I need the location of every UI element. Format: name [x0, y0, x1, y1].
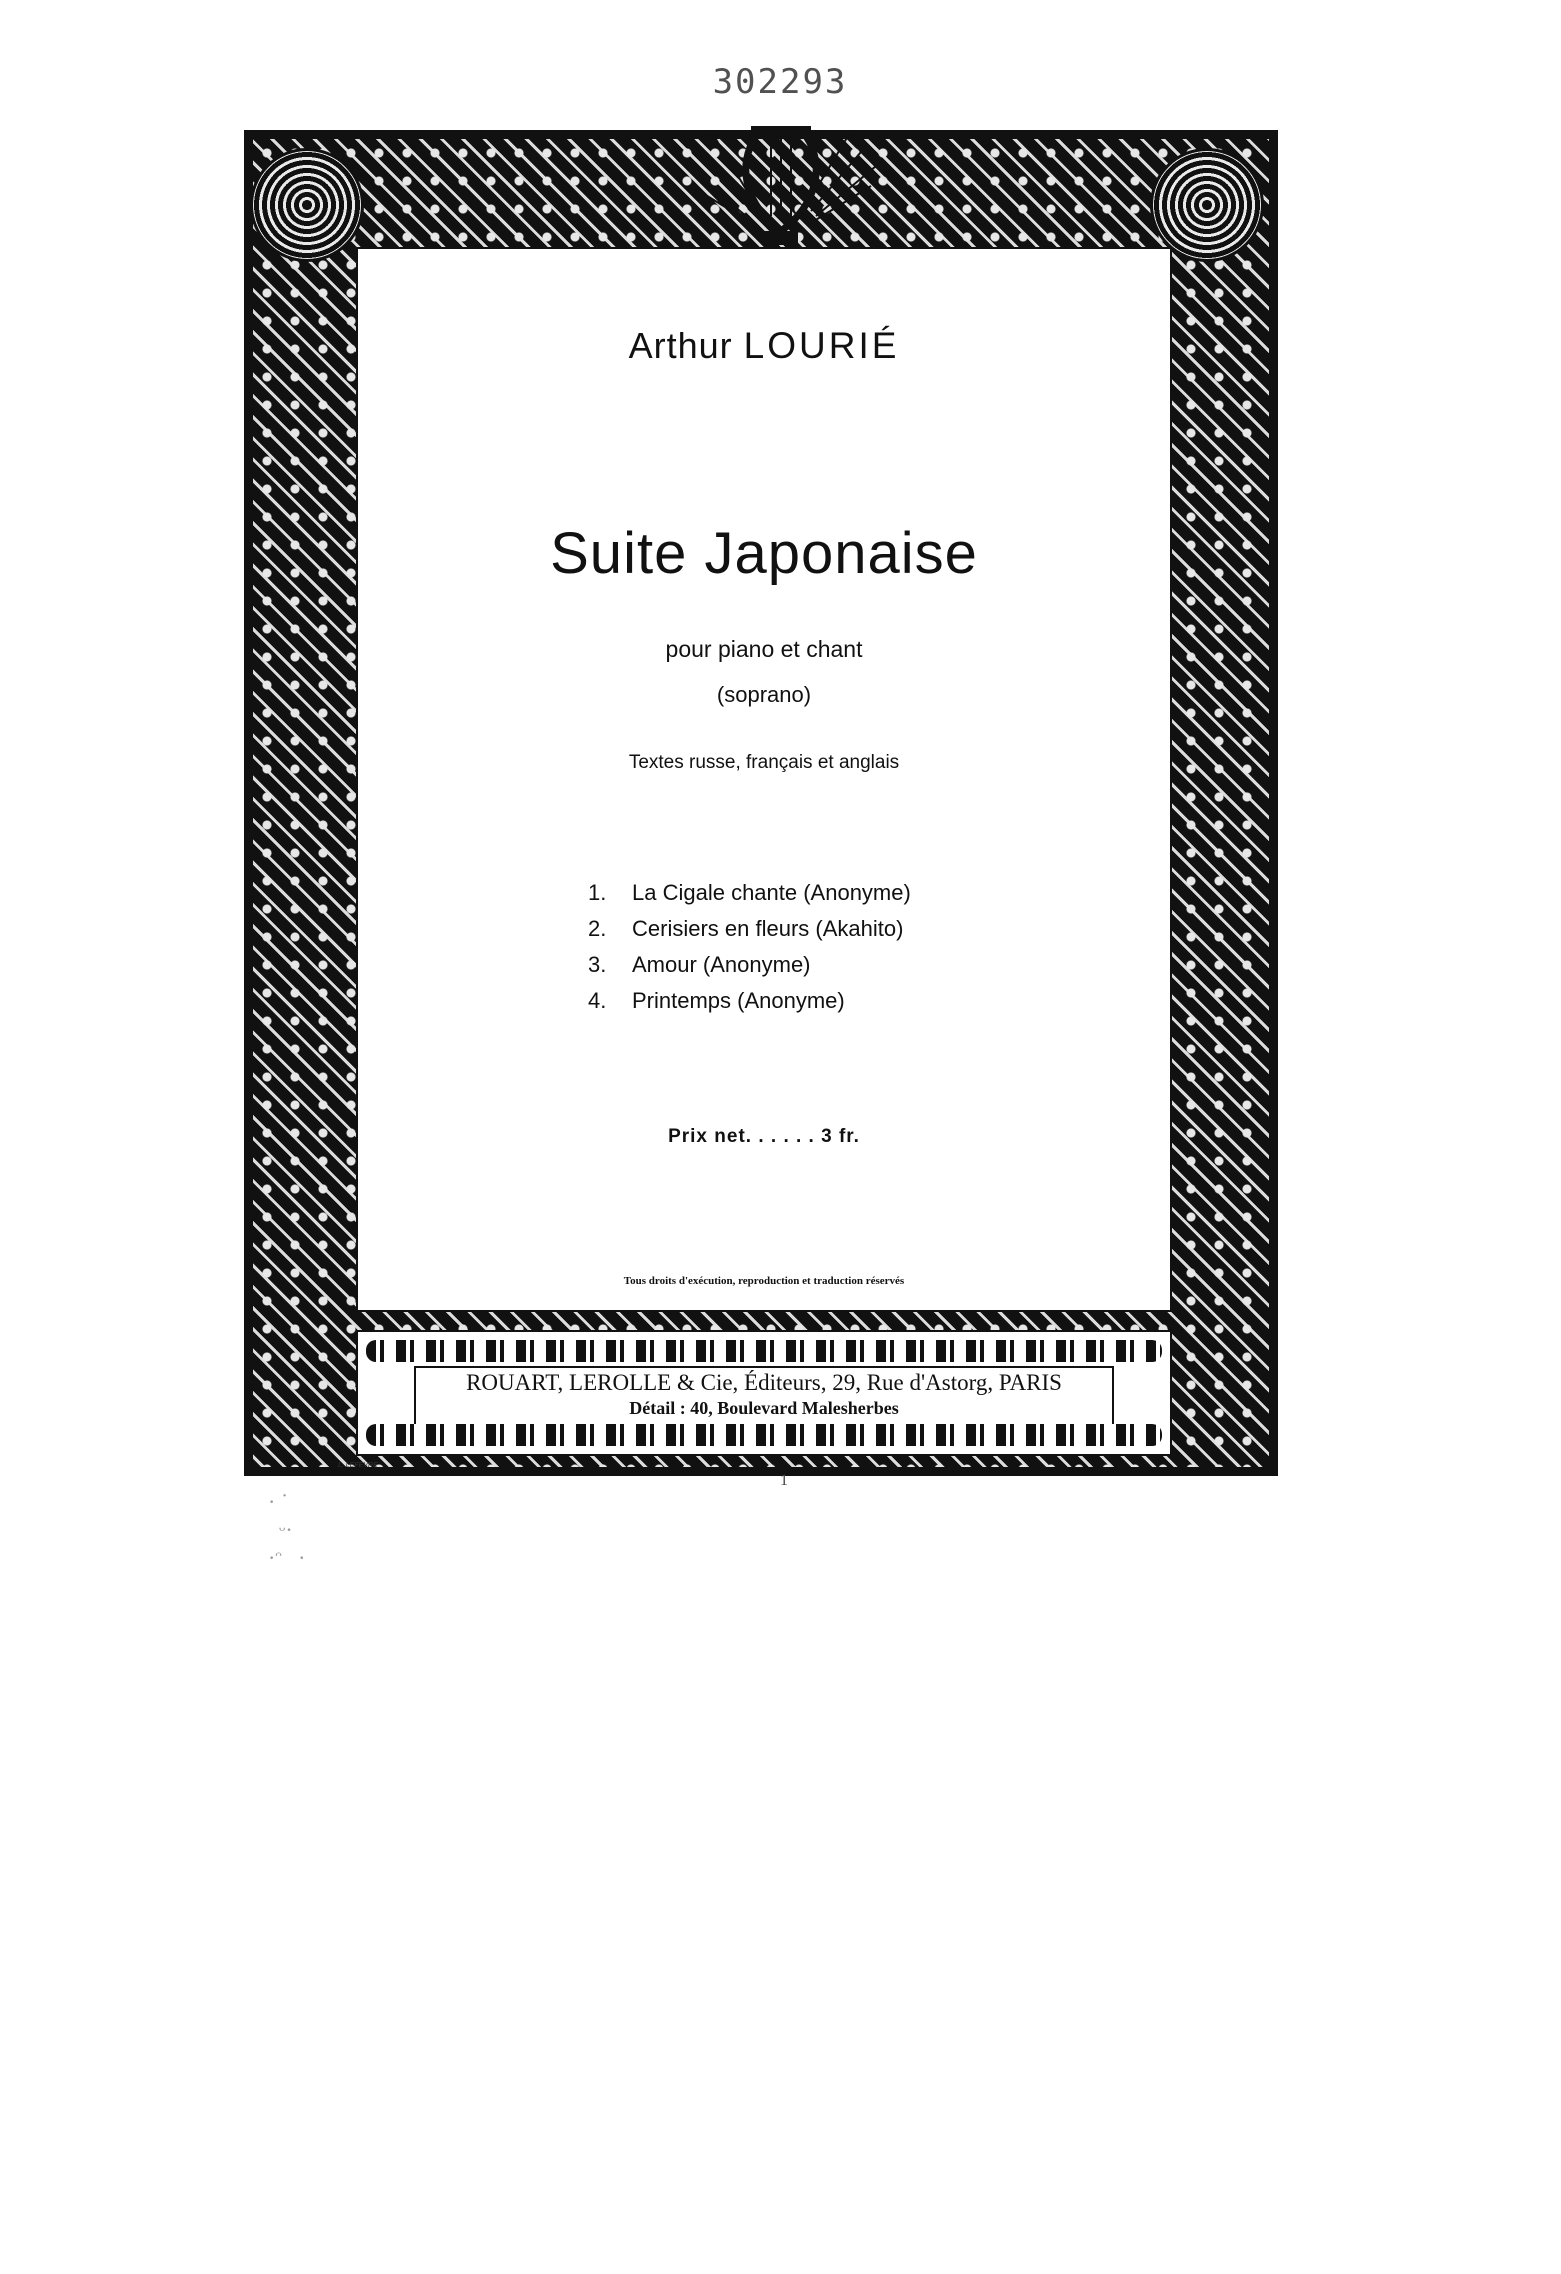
scan-specks: · ˙ ᵕ· ·ᵔ · [268, 1489, 306, 1570]
list-item [588, 952, 911, 988]
song-number: 4. [588, 988, 607, 1013]
song-list [588, 880, 911, 1024]
voice-type: (soprano) [716, 682, 812, 707]
monogram-medallion-left [250, 148, 364, 262]
publisher-box [414, 1366, 1114, 1426]
publisher-address: ROUART, LEROLLE & Cie, Éditeurs, 29, Rue d'Astorg, PARIS [466, 1370, 1062, 1395]
publisher-cartouche [356, 1330, 1172, 1456]
publisher-retail-address: Détail : 40, Boulevard Malesherbes [629, 1398, 899, 1418]
list-item [588, 916, 911, 952]
library-stamp-number: 302293 [712, 62, 848, 102]
composer-name [356, 325, 1172, 367]
song-number: 3. [588, 952, 607, 977]
song-title: Amour (Anonyme) [632, 952, 811, 977]
monogram-medallion-right [1150, 148, 1264, 262]
list-item [588, 880, 911, 916]
instrumentation: pour piano et chant [665, 636, 863, 662]
rights-notice: Tous droits d'exécution, reproduction et traduction réservés [623, 1275, 905, 1287]
composer-last-name: LOURIÉ [743, 325, 900, 366]
scroll-ornament-bottom [366, 1424, 1162, 1446]
scroll-ornament-top [366, 1340, 1162, 1362]
text-languages: Textes russe, français et anglais [628, 752, 900, 773]
song-title: Cerisiers en fleurs (Akahito) [632, 916, 904, 941]
work-title: Suite Japonaise [550, 521, 978, 586]
engraver-signature: L. LEFEVRE [338, 1462, 378, 1469]
title-panel [356, 247, 1172, 1312]
song-number: 2. [588, 916, 607, 941]
song-number: 1. [588, 880, 607, 905]
price-note: Prix net. . . . . . 3 fr. [668, 1126, 860, 1147]
margin-mark: 1 [780, 1472, 788, 1489]
lyre-emblem [676, 106, 886, 256]
composer-first-name: Arthur [628, 325, 733, 366]
song-title: Printemps (Anonyme) [632, 988, 845, 1013]
song-title: La Cigale chante (Anonyme) [632, 880, 911, 905]
list-item [588, 988, 911, 1024]
